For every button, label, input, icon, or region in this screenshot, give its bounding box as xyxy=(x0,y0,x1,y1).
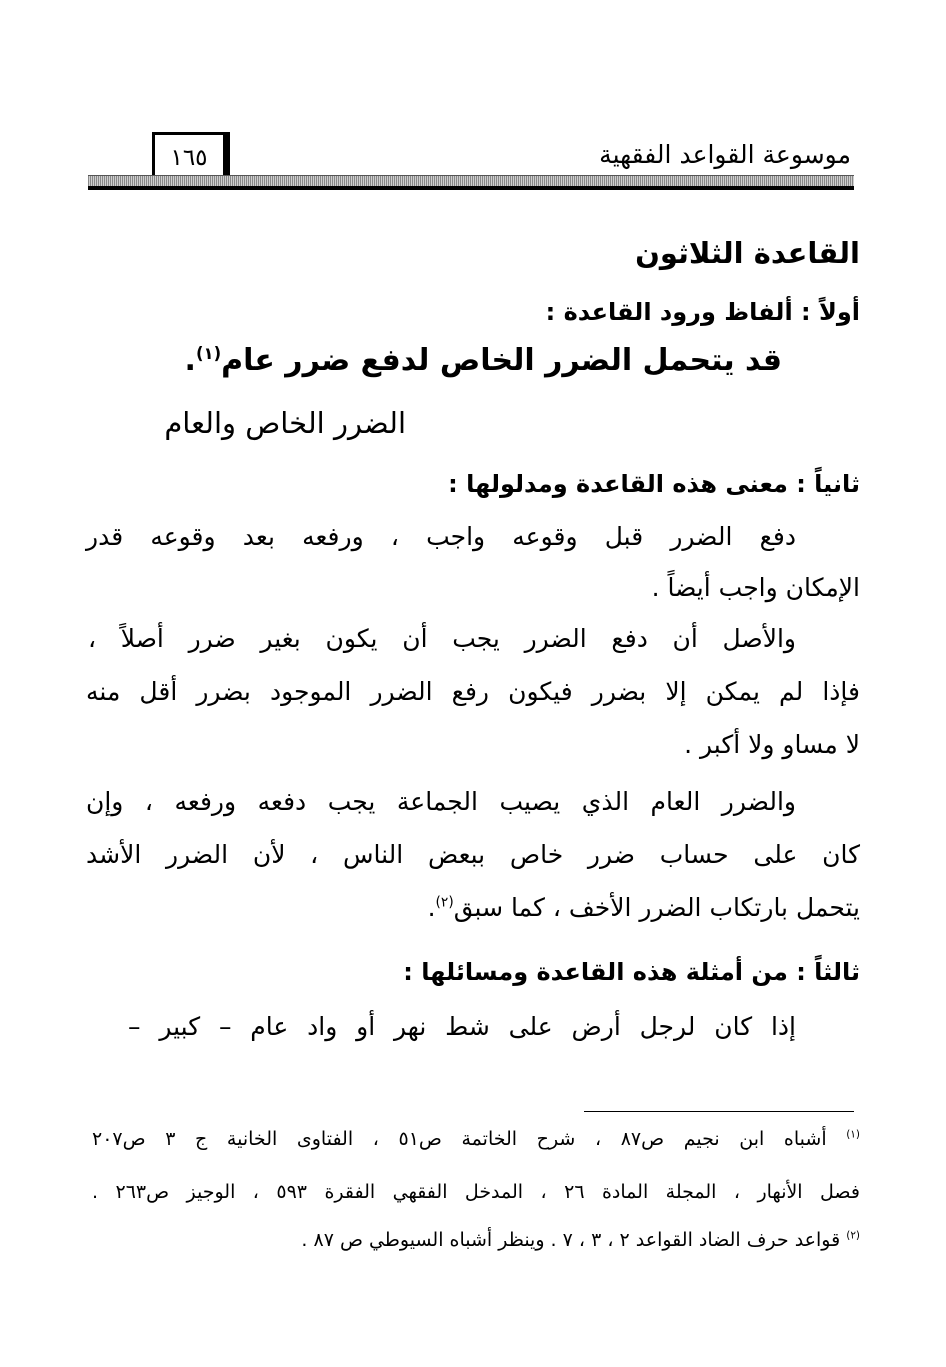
paragraph-line: الإمكان واجب أيضاً . xyxy=(651,573,860,602)
footnote-ref-1: (١) xyxy=(195,344,222,363)
footnote-1-continued: فصل الأنهار ، المجلة المادة ٢٦ ، المدخل الفقهي الفقرة ٥٩٣ ، الوجيز ص٢٦٣ . xyxy=(92,1181,860,1203)
footnote-marker-2: (٢) xyxy=(846,1229,860,1242)
paragraph-line: كان على حساب ضرر خاص ببعض الناس ، لأن الضرر الأشد xyxy=(86,840,860,869)
rule-statement-end: . xyxy=(184,343,196,378)
paragraph-line: والضرر العام الذي يصيب الجماعة يجب دفعه ورفعه ، وإن xyxy=(86,787,796,816)
footnote-2-text: قواعد حرف الضاد القواعد ٢ ، ٣ ، ٧ . وينظر أشباه السيوطي ص ٨٧ . xyxy=(301,1229,841,1251)
section-heading-1: أولاً : ألفاظ ورود القاعدة : xyxy=(545,298,860,326)
paragraph-text: يتحمل بارتكاب الضرر الأخف ، كما سبق xyxy=(453,893,860,922)
rule-statement xyxy=(185,343,782,378)
paragraph-line: إذا كان لرجل أرض على شط نهر أو واد عام – كبير – xyxy=(128,1012,796,1041)
section-heading-2: ثانياً : معنى هذه القاعدة ومدلولها : xyxy=(448,470,860,498)
footnote-separator xyxy=(584,1111,854,1112)
paragraph-end: . xyxy=(427,893,436,922)
paragraph-line: دفع الضرر قبل وقوعه واجب ، ورفعه بعد وقوعه قدر xyxy=(86,522,796,551)
header-rule xyxy=(88,186,854,190)
footnote-1 xyxy=(92,1128,860,1150)
footnote-marker-1: (١) xyxy=(846,1128,860,1141)
rule-statement-text: قد يتحمل الضرر الخاص لدفع ضرر عام xyxy=(221,343,782,378)
footnote-2 xyxy=(301,1229,860,1251)
footnote-ref-2: (٢) xyxy=(435,894,454,911)
paragraph-line: فإذا لم يمكن إلا بضرر فيكون رفع الضرر الموجود بضرر أقل منه xyxy=(86,677,860,706)
rule-title: القاعدة الثلاثون xyxy=(635,236,860,270)
footnote-1-text: أشباه ابن نجيم ص٨٧ ، شرح الخاتمة ص٥١ ، الفتاوى الخانية ج ٣ ص٢٠٧ xyxy=(92,1128,827,1150)
paragraph-line: لا مساو ولا أكبر . xyxy=(684,730,860,759)
paragraph-line: والأصل أن دفع الضرر يجب أن يكون بغير ضرر أصلاً ، xyxy=(88,624,796,653)
section-heading-3: ثالثاً : من أمثلة هذه القاعدة ومسائلها : xyxy=(403,958,860,986)
rule-subtitle: الضرر الخاص والعام xyxy=(164,406,406,440)
running-title: موسوعة القواعد الفقهية xyxy=(599,140,851,169)
page-number: ١٦٥ xyxy=(170,144,208,171)
page-number-box xyxy=(152,132,230,180)
paragraph-line-last xyxy=(428,893,860,922)
